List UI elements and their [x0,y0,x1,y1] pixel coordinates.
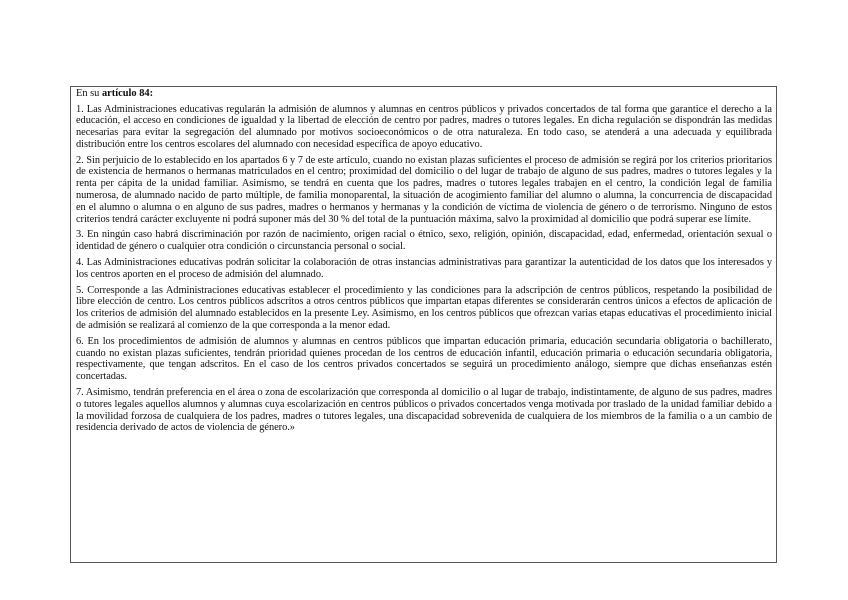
paragraph-6: 6. En los procedimientos de admisión de alumnos y alumnas en centros públicos que impartan educación primaria, educación secundaria obligatoria o bachillerato, cuando no existan plazas suficientes, tendrán prioridad quienes procedan de los centros de educación infantil, educación primaria o educación secundaria obligatoria, respectivamente, que tengan adscritos. En el caso de los centros privados concertados se seguirá un procedimiento análogo, siempre que dichas enseñanzas estén concertadas. [76,335,772,383]
paragraph-7: 7. Asimismo, tendrán preferencia en el área o zona de escolarización que corresponda al domicilio o al lugar de trabajo, indistintamente, de alguno de sus padres, madres o tutores legales aquellos alumnos y alumnas cuya escolarización en centros públicos o privados concertados venga motivada por traslado de la unidad familiar debido a la movilidad forzosa de cualquiera de los padres, madres o tutores legales, una discapacidad sobrevenida de cualquiera de los miembros de la familia o a un cambio de residencia derivado de actos de violencia de género.» [76,387,772,434]
paragraph-2: 2. Sin perjuicio de lo establecido en los apartados 6 y 7 de este artículo, cuando no existan plazas suficientes el proceso de admisión se regirá por los criterios prioritarios de existencia de hermanos o hermanas matriculados en el centro; proximidad del domicilio o del lugar de trabajo de alguno de sus padres, madres o tutores legales y la renta per cápita de la unidad familiar. Asimismo, se tendrá en cuenta que los padres, madres o tutores legales trabajen en el centro, la condición legal de familia numerosa, de alumnado nacido de parto múltiple, de familia monoparental, la situación de acogimiento familiar del alumno o alumna, la concurrencia de discapacidad en el alumno o alumna o en alguno de sus padres, madres o hermanos y hermanas y la condición de víctima de violencia de género o de terrorismo. Ninguno de estos criterios tendrá carácter excluyente ni podrá suponer más del 30 % del total de la puntuación máxima, salvo la proximidad al domicilio que podrá superar ese límite. [76,154,772,225]
article-heading [76,88,772,101]
paragraph-5: 5. Corresponde a las Administraciones educativas establecer el procedimiento y las condiciones para la adscripción de centros públicos, respetando la posibilidad de libre elección de centro. Los centros públicos adscritos a otros centros públicos que impartan etapas diferentes se considerarán centros únicos a efectos de aplicación de los criterios de admisión del alumnado establecidos en la presente Ley. Asimismo, en los centros públicos que ofrezcan varias etapas educativas el procedimiento inicial de admisión se realizará al comienzo de la que corresponda a la menor edad. [76,284,772,332]
paragraph-1: 1. Las Administraciones educativas regularán la admisión de alumnos y alumnas en centros públicos y privados concertados de tal forma que garantice el derecho a la educación, el acceso en condiciones de igualdad y la libertad de elección de centro por padres, madres o tutores legales. En dicha regulación se dispondrán las medidas necesarias para evitar la segregación del alumnado por motivos socioeconómicos o de otra naturaleza. En todo caso, se atenderá a una adecuada y equilibrada distribución entre los centros escolares del alumnado con necesidad específica de apoyo educativo. [76,103,772,150]
paragraph-4: 4. Las Administraciones educativas podrán solicitar la colaboración de otras instancias administrativas para garantizar la autenticidad de los datos que los interesados y los centros aporten en el proceso de admisión del alumnado. [76,257,772,280]
article-box [70,86,777,563]
heading-prefix: En su [76,88,102,99]
paragraph-3: 3. En ningún caso habrá discriminación por razón de nacimiento, origen racial o étnico, sexo, religión, opinión, discapacidad, edad, enfermedad, orientación sexual o identidad de género o cualquier otra condición o circunstancia personal o social. [76,229,772,253]
heading-article-number: artículo 84: [101,88,154,99]
